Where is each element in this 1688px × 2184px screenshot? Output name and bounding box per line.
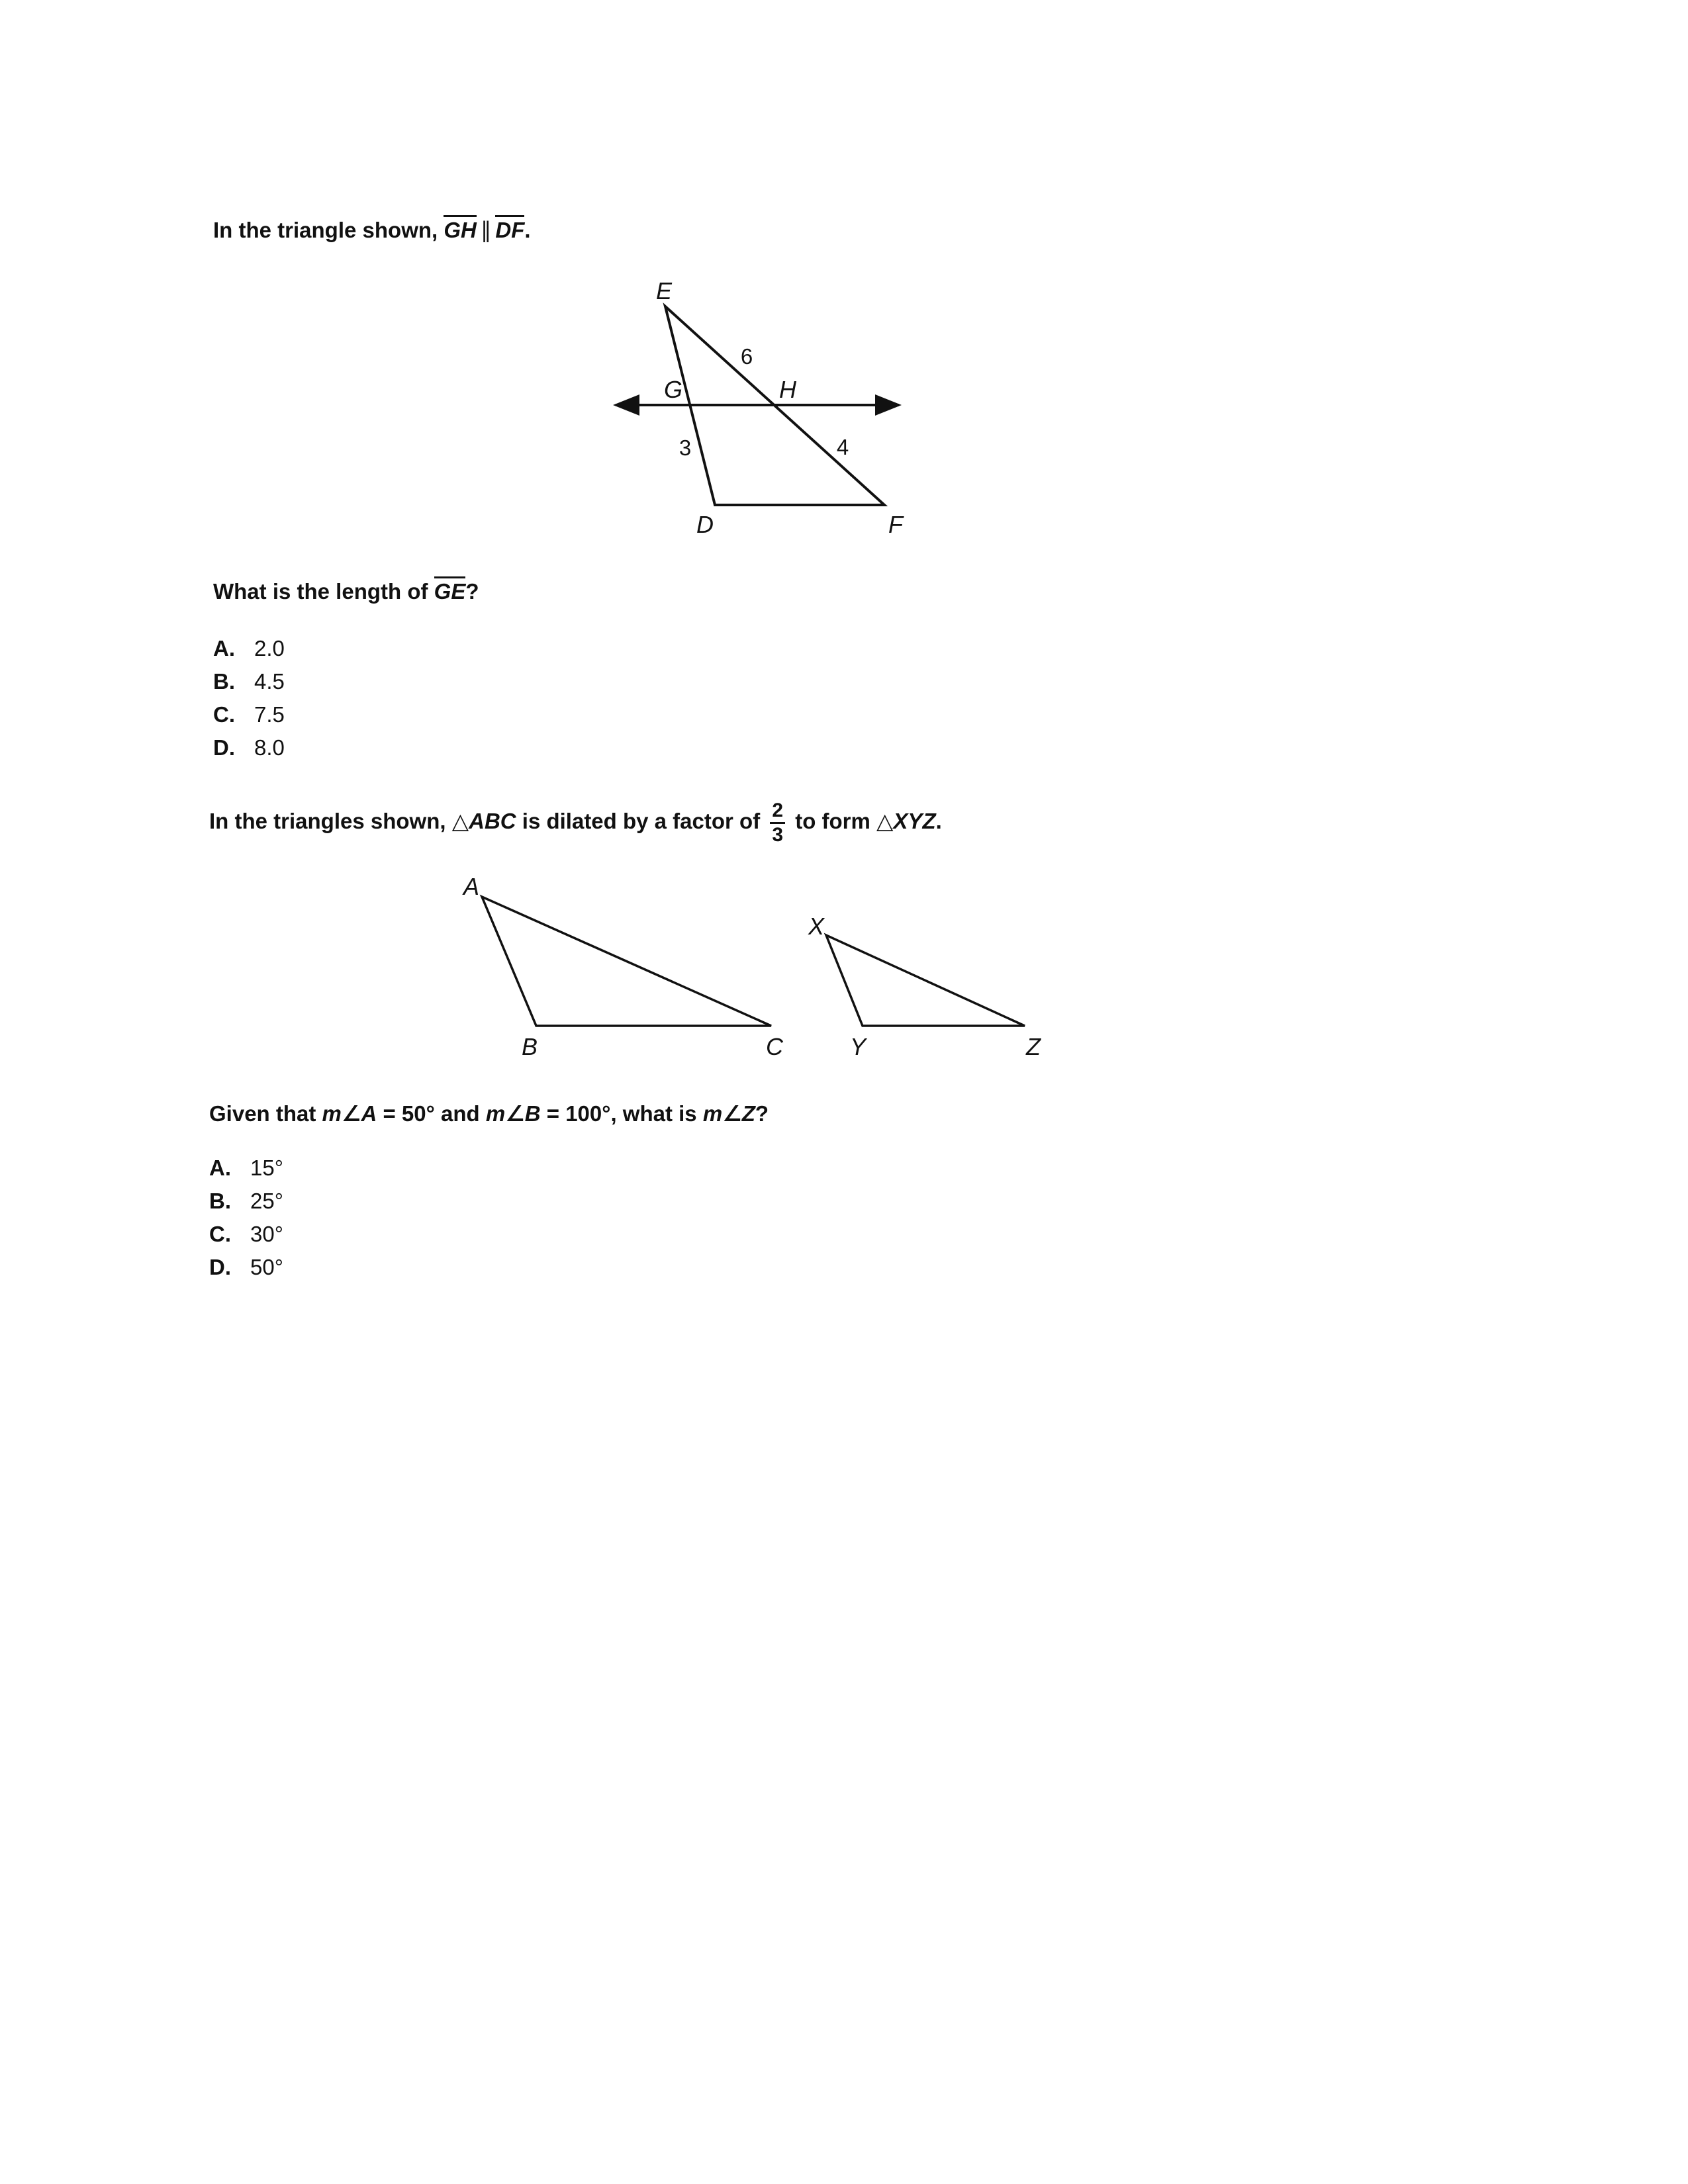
q1-line-gh: GH: [444, 215, 477, 242]
choice-letter: D.: [209, 1255, 231, 1279]
parallel-symbol: ∥: [480, 218, 492, 242]
q2-stem-period: .: [935, 809, 942, 834]
fraction-numerator: 2: [770, 801, 785, 824]
label-h: H: [779, 376, 796, 403]
label-e: E: [655, 277, 673, 304]
label-z: Z: [1026, 1033, 1041, 1060]
choice-text: 15°: [250, 1156, 283, 1180]
q2-choices: [209, 1152, 283, 1284]
q1-question-mark: ?: [465, 579, 479, 604]
label-g: G: [663, 376, 683, 403]
triangle-abc: [482, 897, 771, 1026]
choice-letter: B.: [209, 1189, 231, 1213]
triangle-symbol: △: [876, 809, 894, 834]
choice-text: 25°: [250, 1189, 283, 1213]
q2-stem-to: to form: [789, 809, 877, 834]
choice-letter: C.: [209, 1222, 231, 1246]
q1-segment-df: DF: [495, 215, 524, 242]
triangle-xyz-name: XYZ: [893, 809, 936, 834]
label-b: B: [521, 1033, 538, 1060]
q2-given-intro: Given that: [209, 1101, 322, 1126]
angle-b-measure: m∠B: [485, 1101, 541, 1126]
q2-choice-d[interactable]: [209, 1251, 283, 1284]
measure-hf: 4: [836, 435, 849, 459]
label-f: F: [888, 511, 903, 538]
q2-choice-c[interactable]: [209, 1218, 283, 1251]
choice-letter: A.: [213, 636, 235, 660]
label-x: X: [808, 913, 825, 940]
triangle-abc-name: ABC: [469, 809, 516, 834]
choice-letter: A.: [209, 1156, 231, 1180]
triangle-xyz: [826, 935, 1025, 1026]
label-y: Y: [849, 1033, 867, 1060]
q1-segment-ge: GE: [434, 576, 466, 604]
q1-stem-intro: In the triangle shown,: [213, 218, 444, 242]
choice-text: 50°: [250, 1255, 283, 1279]
choice-text: 2.0: [254, 636, 285, 660]
choice-text: 4.5: [254, 669, 285, 694]
label-d: D: [696, 511, 714, 538]
fraction-denominator: 3: [772, 824, 784, 846]
measure-gd: 3: [679, 435, 692, 460]
choice-letter: C.: [213, 702, 235, 727]
label-c: C: [766, 1033, 783, 1060]
choice-text: 7.5: [254, 702, 285, 727]
q2-given-eq-a: = 50° and: [377, 1101, 486, 1126]
angle-a-measure: m∠A: [322, 1101, 377, 1126]
choice-letter: D.: [213, 735, 235, 760]
q1-stem-period: .: [524, 218, 531, 242]
measure-eh: 6: [740, 344, 753, 369]
angle-z-measure: m∠Z: [702, 1101, 755, 1126]
q1-question-intro: What is the length of: [213, 579, 434, 604]
choice-text: 30°: [250, 1222, 283, 1246]
choice-text: 8.0: [254, 735, 285, 760]
q2-choice-b[interactable]: [209, 1185, 283, 1218]
q2-choice-a[interactable]: [209, 1152, 283, 1185]
label-a: A: [463, 873, 480, 900]
triangle-symbol: △: [451, 809, 469, 834]
q2-given-eq-b: = 100°, what is: [540, 1101, 703, 1126]
choice-letter: B.: [213, 669, 235, 694]
q2-stem-middle: is dilated by a factor of: [516, 809, 767, 834]
q2-stem-intro: In the triangles shown,: [209, 809, 452, 834]
q2-given: [209, 1101, 769, 1126]
q2-question-mark: ?: [755, 1101, 769, 1126]
